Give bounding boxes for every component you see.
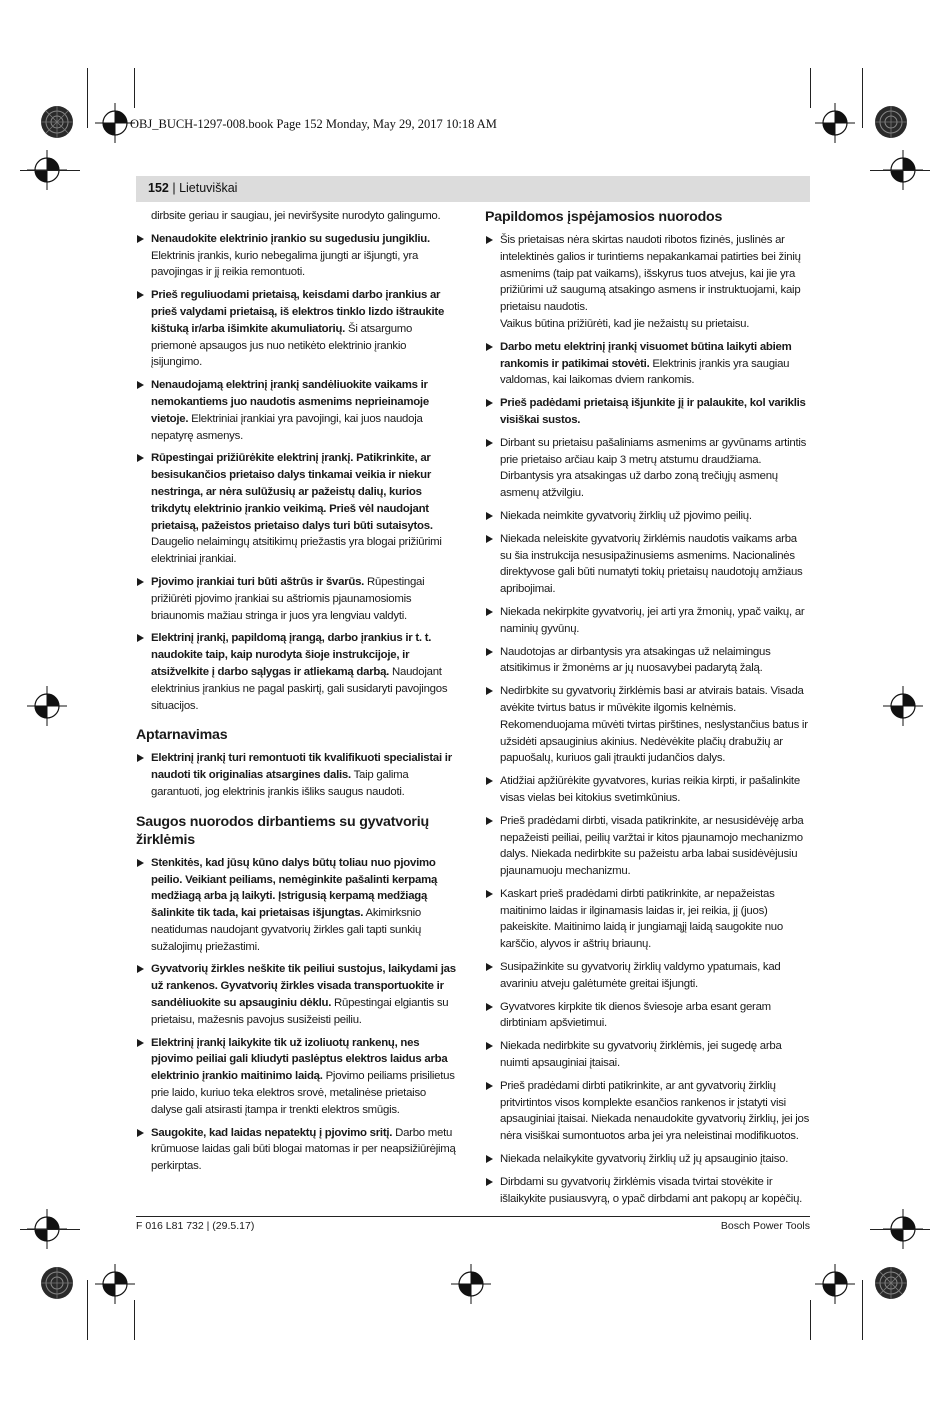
list-item-bold: Elektrinį įrankį laikykite tik už izoliuotų rankenų, nes pjovimo peiliai gali kliudyti paslėptus elektros laidus arba elektrinio įrankio maitinimo laidą. [151,1036,448,1083]
heading-safety: Saugos nuorodos dirbantiems su gyvatvorių žirklėmis [136,813,429,848]
bullet-triangle-icon [486,1155,493,1163]
list-item [485,959,810,993]
file-header: OBJ_BUCH-1297-008.book Page 152 Monday, May 29, 2017 10:18 AM [130,117,497,131]
crop-line [87,68,88,128]
color-disc-top-left [40,105,74,139]
crop-line [862,1280,863,1340]
bullet-triangle-icon [137,291,144,299]
list-item [485,813,810,880]
list-item-text: Daugelio nelaimingų atsitikimų priežastis yra blogai prižiūrimi elektriniai įrankiai. [151,536,442,566]
list-item-text: Naudojant elektrinius įrankius ne pagal paskirtį, gali susidaryti pavojingos situacijos. [151,665,448,712]
registration-mark-left-middle [27,686,67,726]
list-item [485,1038,810,1072]
list-item-text: Gyvatvores kirpkite tik dienos šviesoje arba esant geram dirbtiniam apšvietimui. [500,1000,771,1030]
list-top [136,231,456,715]
crop-line [862,68,863,128]
list-item-text: Elektrinis įrankis yra saugiau valdomas, kai laikomas dviem rankomis. [500,357,790,387]
list-item-bold: Elektrinį įrankį, papildomą įrangą, darbo įrankius ir t. t. naudokite taip, kaip nurodyta šioje instrukcijoje, ir atsižvelkite į darbo sąlygas ir atliekamą darbą. [151,632,432,678]
bullet-triangle-icon [137,1129,144,1137]
registration-mark-top-left [95,103,135,143]
bullet-triangle-icon [137,859,144,867]
right-column [485,208,810,1213]
bullet-triangle-icon [486,890,493,898]
bullet-triangle-icon [486,236,493,244]
list-item-bold: Prieš padėdami prietaisą išjunkite jį ir palaukite, kol variklis visiškai sustos. [500,397,806,426]
bullet-triangle-icon [137,235,144,243]
list-item-text: Nedirbkite su gyvatvorių žirklėmis basi ar atvirais batais. Visada avėkite tvirtus batus ir mūvėkite ilgomis kelnėmis. Rekomenduojama mūvėti tvirtas pirštines, neslystančius batus ir užsidėti apsauginius akinius. Nedėvėkite plačių drabužių ar papuošalų, kuriuos gali įtraukti judančios dalys. [500,685,808,765]
list-item [136,231,456,281]
bullet-triangle-icon [486,512,493,520]
bullet-triangle-icon [137,578,144,586]
footer-document-code: F 016 L81 732 | (29.5.17) [136,1220,255,1232]
list-item-text: Rūpestingai prižiūrėti pjovimo įrankiai su aštriomis pjaunamosiomis briaunomis mažiau stringa ir juos yra lengviau valdyti. [151,575,425,622]
list-item [136,1125,456,1175]
color-disc-bottom-right [874,1266,908,1300]
list-item [485,683,810,767]
bullet-triangle-icon [137,381,144,389]
bullet-triangle-icon [137,634,144,642]
crop-line [87,1280,88,1340]
list-item-bold: Rūpestingai prižiūrėkite elektrinį įrankį. Patikrinkite, ar besisukančios prietaiso dalys tinkamai veikia ir niekur nestringa, ar nėra sulūžusių ar pažeistų dalių, kurios trikdytų elektrinio įrankio veikimą. Prieš vėl naudojant prietaisą, pažeistos prietaiso dalys turi būti sutaisytos. [151,452,433,532]
list-item-bold: Prieš reguliuodami prietaisą, keisdami darbo įrankius ar prieš valydami prietaisą, iš elektros tinklo lizdo ištraukite kištuką ir/arba išimkite akumuliatorių. [151,289,445,335]
list-item-text: Kaskart prieš pradėdami dirbti patikrinkite, ar nepažeistas maitinimo laidas ir ilginamasis laidas ir, jei reikia, jį (juos) pakeiskite. Maitinimo laidą ir jungiamąjį laidą saugokite nuo karščio, alyvos ir aštrių briaunų. [500,887,783,951]
list-item [136,855,456,956]
list-item-bold: Saugokite, kad laidas nepatektų į pjovimo sritį. [151,1126,393,1139]
heading-additional-warnings: Papildomos įspėjamosios nuorodos [485,209,723,225]
heading-service: Aptarnavimas [136,727,228,744]
list-item-text: Niekada nelaikykite gyvatvorių žirklių už jų apsauginio įtaiso. [500,1153,789,1166]
list-item-bold: Pjovimo įrankiai turi būti aštrūs ir švarūs. [151,575,365,588]
list-item-text: Prieš pradėdami dirbti patikrinkite, ar ant gyvatvorių žirklių pritvirtintos visos komplekte esančios rankenos ir įstatyti visi apsauginiai įtaisai. Niekada nenaudokite gyvatvorių žirklių, jei jos nėra visiškai sumontuotos arba jei yra neleistinai modifikuotos. [500,1079,810,1143]
list-item-bold: Gyvatvorių žirkles neškite tik peiliui sustojus, laikydami jas už rankenos. Gyvatvorių žirkles visada transportuokite ir sandėliuokite su apsauginiu dėklu. [151,963,456,1010]
list-item-text: Ši atsargumo priemonė apsaugos jus nuo netikėto elektrinio įrankio įsijungimo. [151,322,413,369]
list-item [485,999,810,1033]
left-column [136,208,456,1181]
list-item [485,886,810,953]
bullet-triangle-icon [486,343,493,351]
list-item-text: Niekada nekirpkite gyvatvorių, jei arti yra žmonių, ypač vaikų, ar naminių gyvūnų. [500,605,805,635]
registration-mark-bottom-center [451,1264,491,1304]
list-item-text: Taip galima garantuoti, jog elektrinis įrankis išliks saugus naudoti. [151,769,409,798]
registration-mark-right-middle [883,686,923,726]
crop-line [810,1300,811,1340]
crop-line [20,170,80,171]
registration-mark-bottom-right [815,1264,855,1304]
list-item [136,750,456,800]
list-item-text: Prieš pradėdami dirbti, visada patikrinkite, ar nesusidėvėję arba nepažeisti peiliai, peilių varžtai ir kitos pjaunamojo mechanizmo dalys. Niekada nedirbkite su pažeistu arba labai susidėvėjusiu pjaunamuoju mechanizmu. [500,814,804,878]
page-number: 152 [148,181,169,195]
list-item-bold: Darbo metu elektrinį įrankį visuomet būtina laikyti abiem rankomis ir patikimai stovėti. [500,340,792,370]
list-item [485,1078,810,1145]
list-item [485,531,810,598]
bullet-triangle-icon [486,1003,493,1011]
list-item [485,508,810,525]
list-item-text: Susipažinkite su gyvatvorių žirklių valdymo ypatumais, kad avariniu atveju galėtumėte greitai išjungti. [500,961,781,990]
bullet-triangle-icon [486,608,493,616]
registration-mark-bottom-left [95,1264,135,1304]
continuation-text: dirbsite geriau ir saugiau, jei neviršysite nurodyto galingumo. [151,210,441,222]
list-item-bold: Nenaudojamą elektrinį įrankį sandėliuokite vaikams ir nemokantiems juo naudotis asmenims neprieinamoje vietoje. [151,379,429,425]
list-item-text: Darbo metu krūmuose laidas gali būti blogai matomas ir per neapsižiūrėjimą perkirptas. [151,1126,456,1173]
bullet-triangle-icon [486,777,493,785]
list-item-bold: Nenaudokite elektrinio įrankio su sugedusiu jungikliu. [151,232,430,245]
list-item-bold: Elektrinį įrankį turi remontuoti tik kvalifikuoti specialistai ir naudoti tik originalias atsargines dalis. [151,752,452,782]
crop-line [134,1300,135,1340]
bullet-triangle-icon [486,399,493,407]
list-item [136,450,456,568]
list-item-text: Dirbdami su gyvatvorių žirklėmis visada tvirtai stovėkite ir išlaikykite pusiausvyrą, o ypač dirbdami ant pakopų ar kopėčių. [500,1175,803,1205]
list-item-text: Dirbant su prietaisu pašaliniams asmenims ar gyvūnams artintis prie prietaiso arčiau kaip 3 metrų atstumu draudžiama. Dirbantysis yra atsakingas už darbo zoną trečiųjų asmenų asmenų atžvilgiu. [500,436,807,500]
page-header-separator: | [168,181,180,195]
bullet-triangle-icon [486,1178,493,1186]
footer-rule [136,1216,810,1217]
list-additional-warnings [485,232,810,1207]
list-service [136,750,456,800]
list-item-text: Atidžiai apžiūrėkite gyvatvores, kurias reikia kirpti, ir pašalinkite visas vielas bei kitokius svetimkūnius. [500,775,800,804]
list-item-text: Niekada neleiskite gyvatvorių žirklėmis naudotis vaikams arba su šia instrukcija nesusipažinusiems asmenims. Nacionalinės direktyvose gali būti numatyti tokių prietaisų naudotojų amžiaus apribojimai. [500,532,803,596]
bullet-triangle-icon [486,1082,493,1090]
bullet-triangle-icon [137,454,144,462]
color-disc-bottom-left [40,1266,74,1300]
list-item-text: Pjovimo peiliams prisilietus prie laido, kuriuo teka elektros srovė, metalinėse prietaiso dalyse gali atsirasti įtampa ir trenkti elektros smūgis. [151,1070,455,1116]
color-disc-top-right [874,105,908,139]
list-item-text: Naudotojas ar dirbantysis yra atsakingas už nelaimingus atsitikimus ir žmonėms ar jų nuosavybei padarytą žalą. [500,645,771,675]
list-item [485,339,810,389]
list-item [485,395,810,429]
list-item [136,287,456,371]
list-item [136,961,456,1028]
list-safety [136,855,456,1175]
list-item [485,435,810,502]
list-item [485,773,810,807]
crop-line [870,1229,930,1230]
list-item [485,1151,810,1168]
crop-line [134,68,135,108]
list-item-text: Niekada nedirbkite su gyvatvorių žirklėmis, jei sugedę arba nuimti apsauginiai įtaisai. [500,1040,782,1070]
page-header-label [148,181,237,195]
crop-line [810,68,811,108]
bullet-triangle-icon [137,965,144,973]
list-item [485,1174,810,1208]
footer-brand: Bosch Power Tools [720,1220,810,1232]
bullet-triangle-icon [486,817,493,825]
bullet-triangle-icon [486,963,493,971]
list-item [485,644,810,678]
bullet-triangle-icon [486,687,493,695]
list-item-text: Šis prietaisas nėra skirtas naudoti ribotos fizinės, juslinės ar intelektinės galios ir turintiems nepakankamai patirties bei žinių asmenims (taip pat vaikams), išskyrus tuos atvejus, kai jie yra prižiūrimi už saugumą atsakingo asmens ir instruktuojami, kaip prietaisu naudotis. [500,234,801,314]
list-item-text: Rūpestingai elgiantis su prietaisu, mažesnis pavojus susižeisti peiliu. [151,997,449,1026]
bullet-triangle-icon [137,1039,144,1047]
bullet-triangle-icon [137,754,144,762]
bullet-triangle-icon [486,535,493,543]
page-language: Lietuviškai [179,181,238,195]
list-item [136,630,456,714]
list-item [136,1035,456,1119]
bullet-triangle-icon [486,1042,493,1050]
list-item-text: Elektrinis įrankis, kurio nebegalima įjungti ar išjungti, yra pavojingas ir jį reikia remontuoti. [151,249,419,279]
list-item [485,604,810,638]
bullet-triangle-icon [486,439,493,447]
list-item [136,377,456,444]
registration-mark-top-right [815,103,855,143]
list-item-text: Elektriniai įrankiai yra pavojingi, kai juos naudoja nepatyrę asmenys. [151,412,423,442]
list-item-bold: Stenkitės, kad jūsų kūno dalys būtų toliau nuo pjovimo peilio. Veikiant peiliams, nemėginkite pašalinti kerpamą medžiagą arba ją laikyti. Įstrigusią kerpamą medžiagą šalinkite tik tada, kai prietaisas išjungtas. [151,856,438,920]
list-item [136,574,456,624]
crop-line [20,1229,80,1230]
list-item-text: Akimirksnio neatidumas naudojant gyvatvorių žirkles gali tapti sunkių sužalojimų priežastimi. [151,907,422,953]
list-item [485,232,810,333]
list-item-extra: Vaikus būtina prižiūrėti, kad jie nežaistų su prietaisu. [500,317,750,330]
page-header-band [136,176,810,202]
list-item-text: Niekada neimkite gyvatvorių žirklių už pjovimo peilių. [500,509,752,522]
bullet-triangle-icon [486,648,493,656]
crop-line [870,170,930,171]
